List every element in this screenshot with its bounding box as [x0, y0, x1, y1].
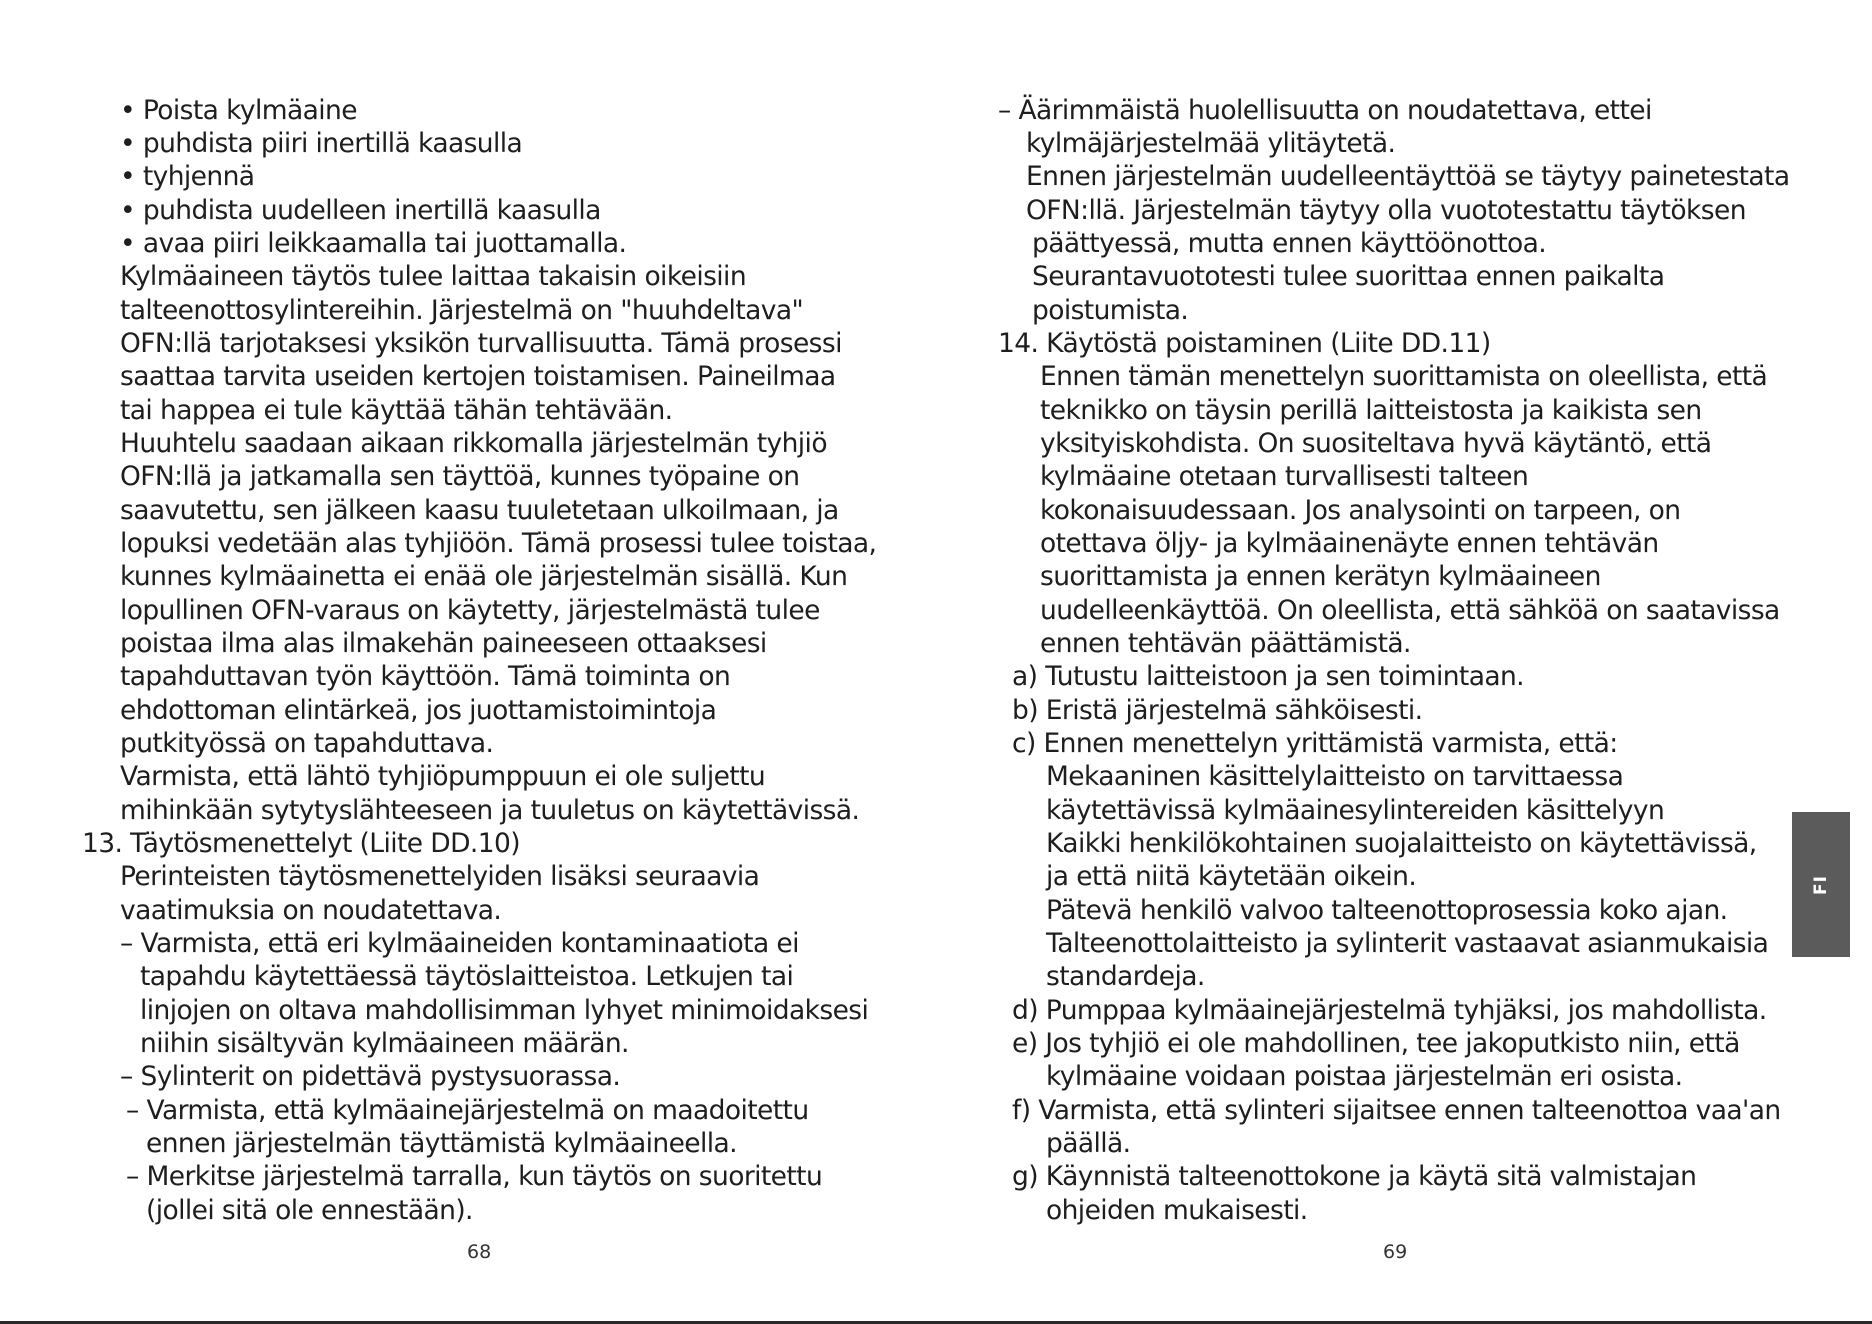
page-number: 69: [1383, 1241, 1408, 1263]
text-line: Varmista, että lähtö tyhjiöpumppuun ei ole suljettu: [120, 761, 766, 792]
text-line: • Poista kylmäaine: [120, 95, 357, 126]
text-line: • puhdista piiri inertillä kaasulla: [120, 128, 523, 159]
text-line: ennen järjestelmän täyttämistä kylmäaineella.: [146, 1128, 737, 1159]
text-line: (jollei sitä ole ennestään).: [146, 1195, 473, 1226]
list-item-e: e) Jos tyhjiö ei ole mahdollinen, tee jakoputkisto niin, että: [1012, 1028, 1740, 1059]
text-line: ennen tehtävän päättämistä.: [1040, 628, 1411, 659]
text-line: niihin sisältyvän kylmäaineen määrän.: [140, 1028, 629, 1059]
text-line: • tyhjennä: [120, 161, 255, 192]
text-line: lopullinen OFN-varaus on käytetty, järjestelmästä tulee: [120, 595, 820, 626]
text-line: Ennen tämän menettelyn suorittamista on oleellista, että: [1040, 361, 1768, 392]
dash-item: – Varmista, että kylmäainejärjestelmä on maadoitettu: [126, 1095, 809, 1126]
dash-item: – Merkitse järjestelmä tarralla, kun täytös on suoritettu: [126, 1161, 823, 1192]
text-line: saavutettu, sen jälkeen kaasu tuuletetaan ulkoilmaan, ja: [120, 495, 839, 526]
dash-item: – Äärimmäistä huolellisuutta on noudatettava, ettei: [998, 95, 1652, 126]
list-item-g: g) Käynnistä talteenottokone ja käytä sitä valmistajan: [1012, 1161, 1697, 1192]
text-line: • puhdista uudelleen inertillä kaasulla: [120, 195, 601, 226]
text-line: linjojen on oltava mahdollisimman lyhyet minimoidaksesi: [140, 995, 869, 1026]
text-line: ehdottoman elintärkeä, jos juottamistoimintoja: [120, 695, 717, 726]
text-line: kylmäaine otetaan turvallisesti talteen: [1040, 461, 1529, 492]
text-line: OFN:llä ja jatkamalla sen täyttöä, kunnes työpaine on: [120, 461, 800, 492]
text-line: otettava öljy- ja kylmäainenäyte ennen tehtävän: [1040, 528, 1659, 559]
text-line: ohjeiden mukaisesti.: [1046, 1195, 1308, 1226]
text-line: talteenottosylintereihin. Järjestelmä on "huuhdeltava": [120, 295, 804, 326]
text-line: tapahdu käytettäessä täytöslaitteistoa. Letkujen tai: [140, 961, 794, 992]
text-line: päällä.: [1046, 1128, 1131, 1159]
text-line: mihinkään sytytyslähteeseen ja tuuletus on käytettävissä.: [120, 795, 860, 826]
page-number: 68: [467, 1241, 492, 1263]
text-line: putkityössä on tapahduttava.: [120, 728, 494, 759]
page-right: [936, 0, 1872, 1324]
language-tab-label: FI: [1811, 874, 1831, 895]
text-line: Pätevä henkilö valvoo talteenottoprosessia koko ajan.: [1046, 895, 1728, 926]
text-line: kunnes kylmäainetta ei enää ole järjestelmän sisällä. Kun: [120, 561, 848, 592]
text-line: ja että niitä käytetään oikein.: [1046, 861, 1417, 892]
text-line: kokonaisuudessaan. Jos analysointi on tarpeen, on: [1040, 495, 1681, 526]
text-line: tai happea ei tule käyttää tähän tehtävään.: [120, 395, 673, 426]
text-line: poistumista.: [1032, 295, 1189, 326]
text-line: teknikko on täysin perillä laitteistosta ja kaikista sen: [1040, 395, 1702, 426]
text-line: OFN:llä tarjotaksesi yksikön turvallisuutta. Tämä prosessi: [120, 328, 842, 359]
text-line: käytettävissä kylmäainesylintereiden käsittelyyn: [1046, 795, 1665, 826]
text-line: poistaa ilma alas ilmakehän paineeseen ottaaksesi: [120, 628, 767, 659]
list-item-c: c) Ennen menettelyn yrittämistä varmista, että:: [1012, 728, 1618, 759]
list-item-b: b) Eristä järjestelmä sähköisesti.: [1012, 695, 1423, 726]
text-line: • avaa piiri leikkaamalla tai juottamalla.: [120, 228, 627, 259]
text-line: Kylmäaineen täytös tulee laittaa takaisin oikeisiin: [120, 261, 747, 292]
list-item-a: a) Tutustu laitteistoon ja sen toimintaan.: [1012, 661, 1524, 692]
text-line: OFN:llä. Järjestelmän täytyy olla vuototestattu täytöksen: [1026, 195, 1746, 226]
text-line: suorittamista ja ennen kerätyn kylmäaineen: [1040, 561, 1601, 592]
text-line: Mekaaninen käsittelylaitteisto on tarvittaessa: [1046, 761, 1624, 792]
list-item-f: f) Varmista, että sylinteri sijaitsee ennen talteenottoa vaa'an: [1012, 1095, 1781, 1126]
text-line: Kaikki henkilökohtainen suojalaitteisto on käytettävissä,: [1046, 828, 1757, 859]
list-item-d: d) Pumppaa kylmäainejärjestelmä tyhjäksi, jos mahdollista.: [1012, 995, 1767, 1026]
text-line: Perinteisten täytösmenettelyiden lisäksi seuraavia: [120, 861, 760, 892]
text-line: kylmäaine voidaan poistaa järjestelmän eri osista.: [1046, 1061, 1683, 1092]
text-line: yksityiskohdista. On suositeltava hyvä käytäntö, että: [1040, 428, 1712, 459]
section-heading-13: 13. Täytösmenettelyt (Liite DD.10): [82, 828, 520, 859]
text-line: Ennen järjestelmän uudelleentäyttöä se täytyy painetestata: [1026, 161, 1790, 192]
text-line: kylmäjärjestelmää ylitäytetä.: [1026, 128, 1396, 159]
text-line: tapahduttavan työn käyttöön. Tämä toiminta on: [120, 661, 731, 692]
text-line: lopuksi vedetään alas tyhjiöön. Tämä prosessi tulee toistaa,: [120, 528, 877, 559]
language-tab: [1792, 812, 1850, 957]
text-line: päättyessä, mutta ennen käyttöönottoa.: [1032, 228, 1547, 259]
text-line: standardeja.: [1046, 961, 1205, 992]
text-line: vaatimuksia on noudatettava.: [120, 895, 502, 926]
text-line: Huuhtelu saadaan aikaan rikkomalla järjestelmän tyhjiö: [120, 428, 827, 459]
dash-item: – Varmista, että eri kylmäaineiden kontaminaatiota ei: [120, 928, 799, 959]
section-heading-14: 14. Käytöstä poistaminen (Liite DD.11): [998, 328, 1491, 359]
text-line: saattaa tarvita useiden kertojen toistamisen. Paineilmaa: [120, 361, 836, 392]
text-line: uudelleenkäyttöä. On oleellista, että sähköä on saatavissa: [1040, 595, 1780, 626]
text-line: Talteenottolaitteisto ja sylinterit vastaavat asianmukaisia: [1046, 928, 1769, 959]
dash-item: – Sylinterit on pidettävä pystysuorassa.: [120, 1061, 621, 1092]
text-line: Seurantavuototesti tulee suorittaa ennen paikalta: [1032, 261, 1665, 292]
